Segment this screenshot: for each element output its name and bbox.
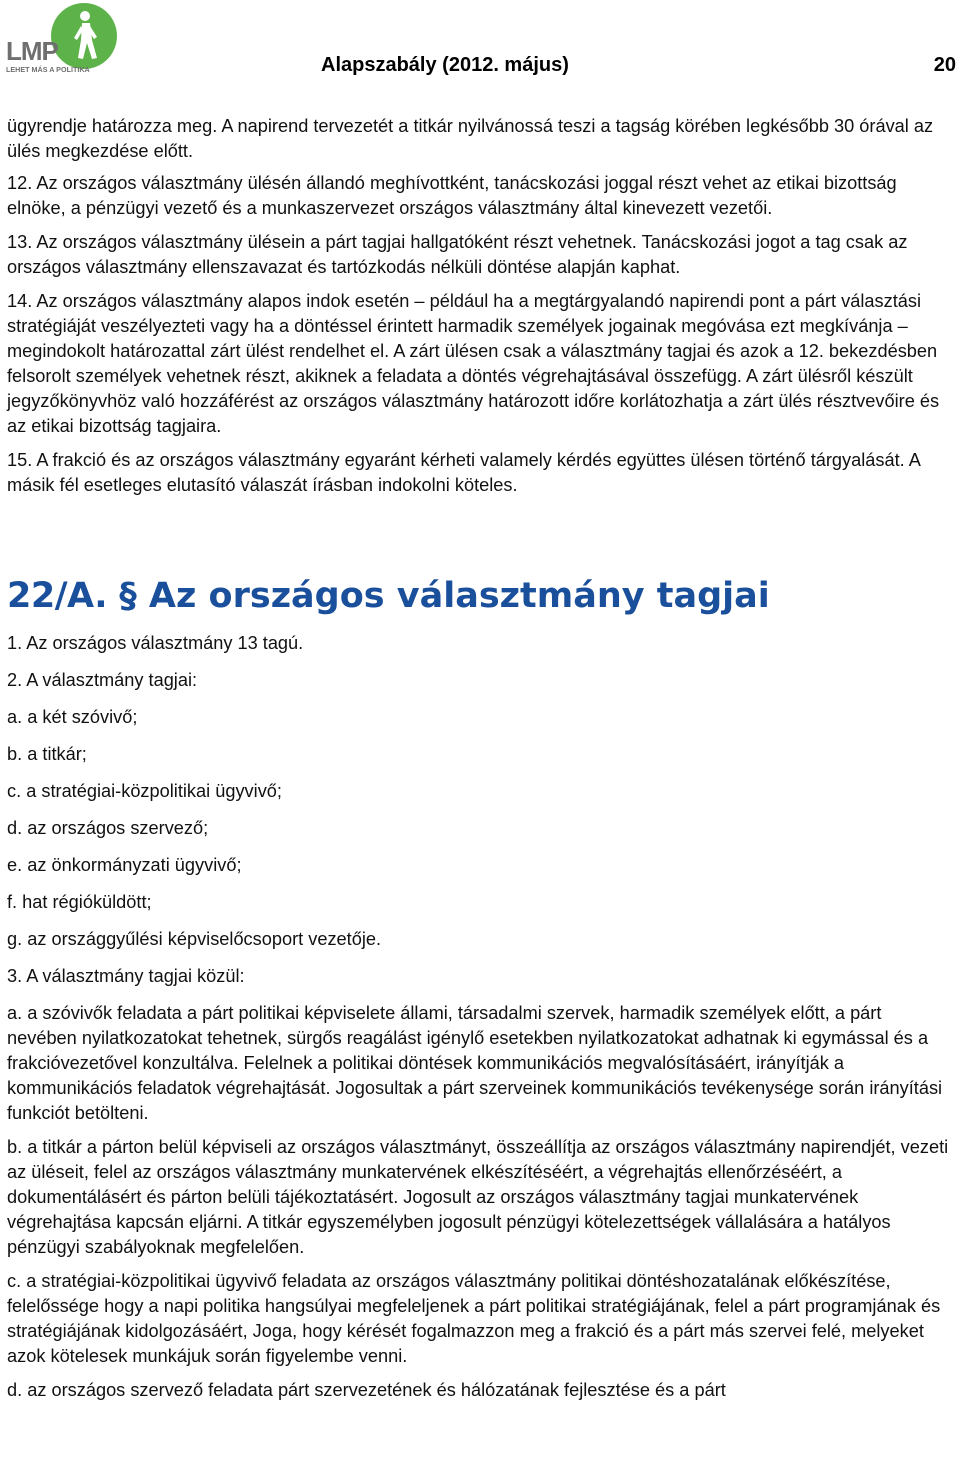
paragraph-14: 14. Az országos választmány alapos indok esetén – például ha a megtárgyalandó napirendi pont a párt választási stratégiáját veszélyezteti vagy ha a döntéssel érintett harmadik személyek jogainak megóvása ezt megkívánja – megindokolt határozattal zárt ülést rendelhet el. A zárt ülésen csak a választmány tagjai és azok a 12. bekezdésben felsorolt személyek vehetnek részt, akiknek a feladata a döntés végrehajtásával összefügg. A zárt ülésről készült jegyzőkönyvhöz való hozzáférést az országos választmány határozott időre korlátozhatja a zárt ülés résztvevőire és az etikai bizottság tagjaira. <box>7 291 940 436</box>
list-item: f. hat régióküldött; <box>7 892 152 912</box>
lmp-logo <box>4 2 120 76</box>
paragraph-13: 13. Az országos választmány ülésein a párt tagjai hallgatóként részt vehetnek. Tanácskozási jogot a tag csak az országos választmány ellenszavazat és tartózkodás nélküli döntése alapján kaphat. <box>7 232 908 277</box>
duty-strategy-officer: c. a stratégiai-közpolitikai ügyvivő feladata az országos választmány politikai döntéshozatalának előkészítése, felelőssége hogy a napi politika hangsúlyai megfeleljenek a párt politikai stratégiájának, felel a párt programjának és stratégiájának kidolgozásáért, Joga, hogy kérését fogalmazzon meg a frakció és a párt más szervei felé, melyeket azok kötelesek munkájuk során figyelembe venni. <box>7 1271 941 1366</box>
list-item: a. a két szóvivő; <box>7 707 138 727</box>
list-item: 3. A választmány tagjai közül: <box>7 966 245 986</box>
list-item: g. az országgyűlési képviselőcsoport vezetője. <box>7 929 382 949</box>
list-item: d. az országos szervező; <box>7 818 209 838</box>
section-heading <box>7 574 953 618</box>
list-item: b. a titkár; <box>7 744 87 764</box>
page-number: 20 <box>933 54 956 76</box>
document-title: Alapszabály (2012. május) <box>321 54 569 76</box>
paragraph-15: 15. A frakció és az országos választmány egyaránt kérheti valamely kérdés együttes ülésen történő tárgyalását. A másik fél esetleges elutasító válaszát írásban indokolni köteles. <box>7 450 920 495</box>
list-item: e. az önkormányzati ügyvivő; <box>7 855 242 875</box>
svg-text:LMP: LMP <box>6 36 58 66</box>
page-header <box>0 0 960 84</box>
section-number: 22/A. <box>7 576 108 616</box>
list-item: c. a stratégiai-közpolitikai ügyvivő; <box>7 781 282 801</box>
duty-secretary: b. a titkár a párton belül képviseli az országos választmányt, összeállítja az országos választmány napirendjét, vezeti az üléseit, felel az országos választmány munkatervének elkészítéséért, a végrehajtás ellenőrzéséért, a dokumentálásért és párton belüli tájékoztatásért. Jogosult az országos választmány tagjai munkatervének végrehajtása kapcsán eljárni. A titkár egyszemélyben jogosult pénzügyi kötelezettségek vállalására a hatályos pénzügyi szabályoknak megfelelően. <box>7 1137 949 1257</box>
list-item: 2. A választmány tagjai: <box>7 670 198 690</box>
section-title-text: Az országos választmány tagjai <box>148 576 770 616</box>
paragraph-agenda: ügyrendje határozza meg. A napirend tervezetét a titkár nyilvánossá teszi a tagság körében legkésőbb 30 órával az ülés megkezdése előtt. <box>7 116 934 161</box>
paragraph-12: 12. Az országos választmány ülésén állandó meghívottként, tanácskozási joggal részt vehet az etikai bizottság elnöke, a pénzügyi vezető és a munkaszervezet országos választmány által kinevezett vezetői. <box>7 173 897 218</box>
document-body <box>7 114 953 1412</box>
duty-national-organizer: d. az országos szervező feladata párt szervezetének és hálózatának fejlesztése és a párt <box>7 1380 726 1400</box>
svg-text:LEHET MÁS A POLITIKA: LEHET MÁS A POLITIKA <box>6 65 90 74</box>
list-item: 1. Az országos választmány 13 tagú. <box>7 633 304 653</box>
section-symbol: § <box>119 576 137 616</box>
duty-spokespersons: a. a szóvivők feladata a párt politikai képviselete állami, társadalmi szervek, harmadik személyek előtt, a párt nevében nyilatkozatokat tehetnek, sürgős reagálást igénylő esetekben nyilatkozatokat adhatnak ki egymással és a frakcióvezetővel konzultálva. Felelnek a politikai döntések kommunikációs megvalósításáért, irányítják a kommunikációs feladatok végrehajtását. Jogosultak a párt szerveinek kommunikációs tevékenysége során irányítási funkciót betölteni. <box>7 1003 943 1123</box>
